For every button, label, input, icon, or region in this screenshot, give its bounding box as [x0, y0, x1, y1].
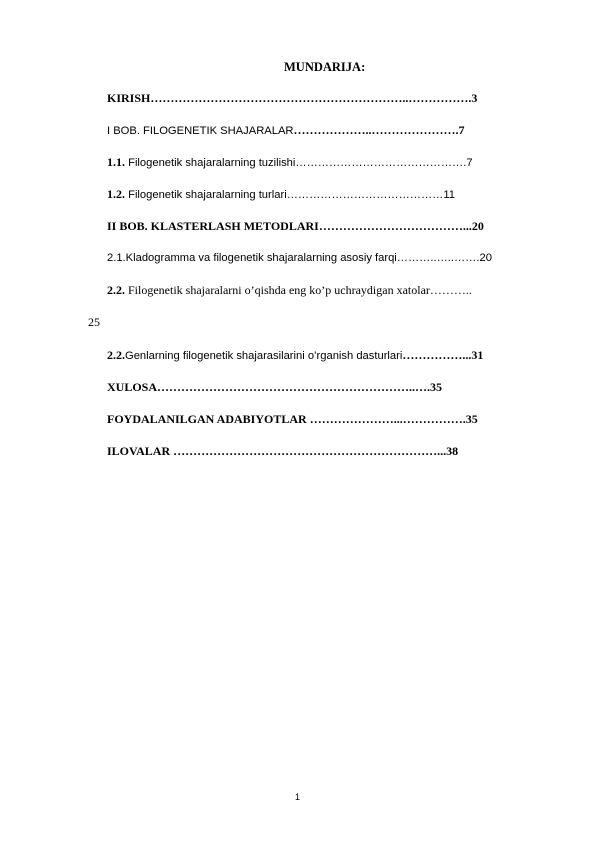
- toc-entry-number: 2.2.: [107, 283, 125, 297]
- toc-entry-leader: ……………………………………….: [295, 157, 467, 169]
- toc-entry-leader: …………………...……………: [309, 412, 463, 426]
- toc-entry-number: 1.2.: [107, 187, 125, 201]
- toc-entry-page: .35: [427, 380, 443, 394]
- toc-entry-section-2-2: [107, 283, 472, 297]
- toc-entry-text: FOYDALANILGAN ADABIYOTLAR: [107, 412, 310, 426]
- toc-entry-page: .38: [443, 444, 459, 458]
- toc-entry-text: XULOSA: [107, 380, 158, 394]
- toc-entry-page: .35: [462, 412, 478, 426]
- toc-entry-page: 20: [471, 219, 484, 233]
- toc-entry-leader: ……………..: [402, 348, 469, 362]
- toc-entry-text: Filogenetik shajaralarning tuzilishi: [125, 157, 296, 169]
- toc-entry-leader: ………..…..…….: [396, 252, 480, 264]
- toc-entry-text: Genlarning filogenetik shajarasilarini o’rganish dasturlari: [125, 350, 403, 362]
- toc-entry-text: 2.1.Kladogramma va filogenetik shajaralarning asosiy farqi: [107, 252, 397, 264]
- toc-entry-references: [107, 412, 478, 426]
- toc-entry-leader: ………………..…………………: [293, 123, 456, 137]
- toc-entry-appendices: [107, 444, 458, 458]
- toc-entry-section-2-2-programs: [107, 348, 483, 363]
- toc-entry-page-wrapped: 25: [88, 315, 100, 329]
- toc-entry-text: ILOVALAR: [107, 444, 174, 458]
- toc-entry-page: .7: [455, 123, 465, 137]
- toc-entry-leader: ………………………………...: [318, 219, 472, 233]
- toc-entry-section-2-1: [107, 251, 492, 265]
- toc-entry-number: 1.1.: [107, 155, 125, 169]
- toc-entry-page: .31: [468, 348, 484, 362]
- toc-entry-number: 2.2.: [107, 348, 125, 362]
- toc-entry-page: 7: [466, 157, 473, 169]
- toc-entry-leader: ………………………………………………………..…: [157, 380, 428, 394]
- toc-entry-kirish: [107, 91, 477, 105]
- toc-entry-chapter-1: [107, 123, 465, 138]
- toc-entry-text: KIRISH: [107, 91, 151, 105]
- toc-entry-leader: ………..: [429, 283, 472, 297]
- toc-entry-text: I BOB. FILOGENETIK SHAJARALAR: [107, 125, 294, 137]
- toc-entry-chapter-2: [107, 219, 484, 233]
- toc-entry-section-1-1: [107, 155, 473, 170]
- page-number: 1: [295, 792, 301, 802]
- toc-entry-section-1-2: [107, 187, 455, 202]
- toc-entry-page: 3: [471, 91, 478, 105]
- toc-entry-text: Filogenetik shajaralarni o’qishda eng ko’p uchraydigan xatolar: [125, 283, 430, 297]
- toc-entry-page: 20: [479, 252, 492, 264]
- toc-entry-leader: ……………………………………: [286, 189, 444, 201]
- toc-entry-text: Filogenetik shajaralarning turlari: [125, 189, 287, 201]
- toc-title: MUNDARIJA:: [284, 60, 366, 74]
- toc-entry-leader: …………………………………………………………..: [173, 444, 444, 458]
- toc-entry-page: 11: [443, 189, 455, 201]
- toc-entry-text: II BOB. KLASTERLASH METODLARI: [107, 219, 319, 233]
- toc-entry-xulosa: [107, 380, 442, 394]
- toc-entry-leader: ………………………………………………………..…………….: [150, 91, 472, 105]
